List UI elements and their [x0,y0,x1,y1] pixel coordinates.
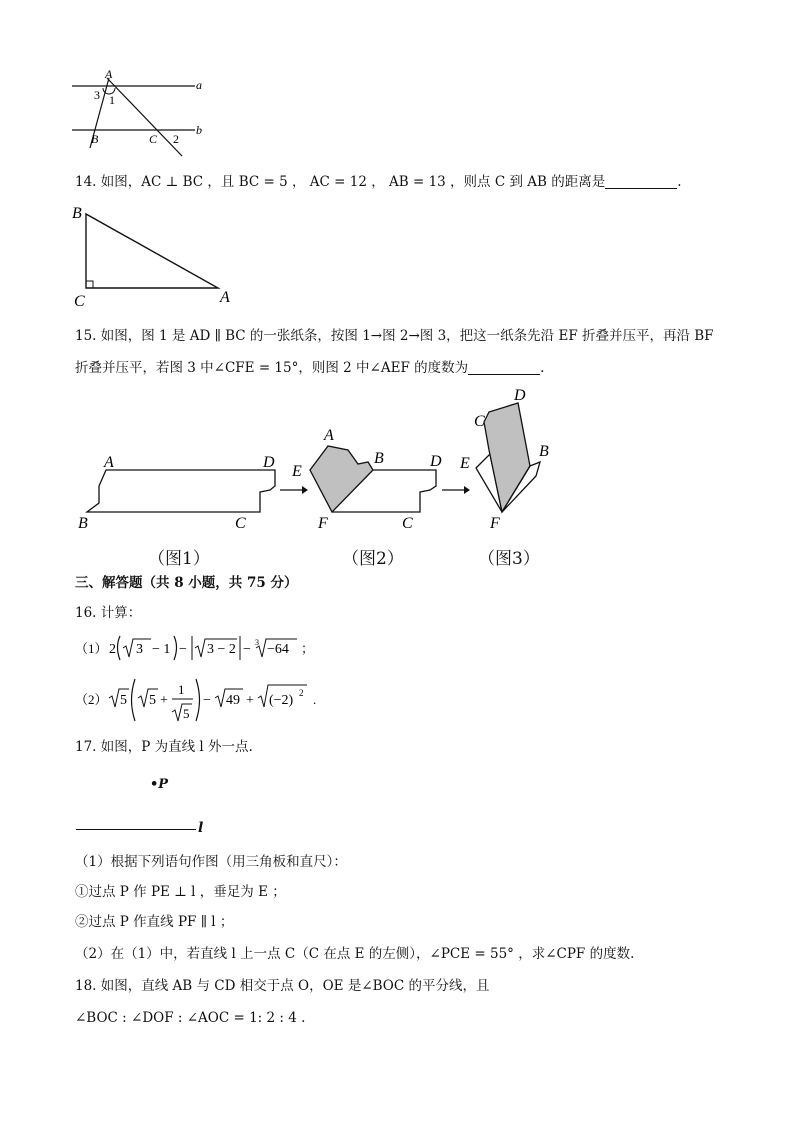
svg-text:5: 5 [120,693,127,708]
q14-label-B: B [72,205,82,222]
line-l [76,829,196,830]
svg-text:−64: −64 [267,642,289,657]
fig3-label-B: B [539,443,549,460]
svg-text:(−2): (−2) [269,693,294,708]
line-l-label: l [198,820,204,836]
label-3: 3 [94,88,100,102]
svg-text:2: 2 [109,642,116,657]
label-b: b [196,123,202,137]
fig3-label-E: E [460,455,470,472]
svg-text:−: − [179,642,187,657]
q14-label-A: A [220,289,230,306]
q14-statement: 14. 如图，AC ⊥ BC ，且 BC = 5 ， AC = 12 ， AB = 13 ，则点 C 到 AB 的距离是 [75,174,606,190]
q18-line1: 18. 如图，直线 AB 与 CD 相交于点 O，OE 是∠BOC 的平分线，且 [75,978,490,994]
svg-text:−: − [243,642,251,657]
svg-text:2: 2 [299,688,304,698]
fig3-label-D: D [514,387,526,404]
q15-line2-text: 折叠并压平，若图 3 中∠CFE = 15°，则图 2 中∠AEF 的度数为 [75,360,469,376]
q18-line2: ∠BOC : ∠DOF : ∠AOC = 1: 2 : 4 . [75,1010,306,1026]
q17-step1: ①过点 P 作 PE ⊥ l ，垂足为 E ； [75,884,286,900]
svg-text:；: ； [301,641,315,656]
fig2-label-A: A [324,427,334,444]
fig1-label-B: B [78,515,88,532]
q17-title: 17. 如图，P 为直线 l 外一点. [75,739,253,755]
fig3-folded-part [484,403,530,512]
q15-answer-blank[interactable] [468,360,540,375]
fig1-label-A: A [104,454,114,471]
label-C: C [149,132,158,146]
label-B: B [91,132,99,146]
q14-label-C: C [74,293,85,310]
parallel-lines-figure [60,62,220,162]
svg-text:+: + [160,693,168,708]
point-P: •P [150,777,169,792]
q15-line1: 15. 如图，图 1 是 AD ∥ BC 的一张纸条，按图 1→图 2→图 3，把这一纸条先沿 EF 折叠并压平，再沿 BF [75,328,714,344]
fig3-label-C: C [474,413,485,430]
q15-folding-figures [70,378,570,572]
label-A: A [105,67,113,81]
fig2-label-C: C [402,515,413,532]
fig1-label-D: D [263,454,275,471]
fig2-label-F: F [318,515,328,532]
svg-text:5: 5 [183,706,190,721]
svg-text:.: . [313,692,317,707]
svg-text:（1）: （1） [75,641,108,656]
q16-expr2 [75,676,355,724]
label-2: 2 [173,132,179,146]
q17-part1: （1）根据下列语句作图（用三角板和直尺）： [75,854,347,870]
svg-text:1: 1 [178,682,185,697]
label-a: a [196,78,202,92]
q16-expr1 [75,630,335,666]
fig2-caption: （图2） [342,549,404,569]
svg-text:+: + [246,693,254,708]
q14-text [75,172,682,192]
fig2-label-E: E [292,463,302,480]
svg-text:（2）: （2） [75,692,108,707]
svg-text:5: 5 [149,693,156,708]
svg-text:3 − 2: 3 − 2 [207,642,236,657]
fig1-caption: （图1） [148,549,210,569]
svg-text:3: 3 [136,642,143,657]
svg-text:3: 3 [255,638,259,647]
q17-part2: （2）在（1）中，若直线 l 上一点 C（C 在点 E 的左侧），∠PCE = 55° ，求∠CPF 的度数. [75,946,635,962]
fig2-label-B: B [374,450,384,467]
svg-text:−: − [203,693,211,708]
section3-heading: 三、解答题（共 8 小题，共 75 分） [75,575,298,591]
q17-step2: ②过点 P 作直线 PF ∥ l ； [75,914,234,930]
q14-tail: . [677,174,682,190]
q14-answer-blank[interactable] [605,174,677,189]
fig2-label-D: D [430,453,442,470]
q15-line2 [75,358,544,378]
fig3-label-F: F [490,515,500,532]
q16-title: 16. 计算： [75,605,142,621]
fig3-caption: （图3） [478,549,540,569]
fig1-label-C: C [235,515,246,532]
label-1: 1 [109,93,115,107]
svg-text:− 1: − 1 [152,642,171,657]
svg-text:49: 49 [226,693,240,708]
fig2-folded-part [310,446,373,512]
q14-triangle-figure [60,198,250,310]
fig1-paper-strip [87,470,275,512]
q15-tail: . [540,360,545,376]
